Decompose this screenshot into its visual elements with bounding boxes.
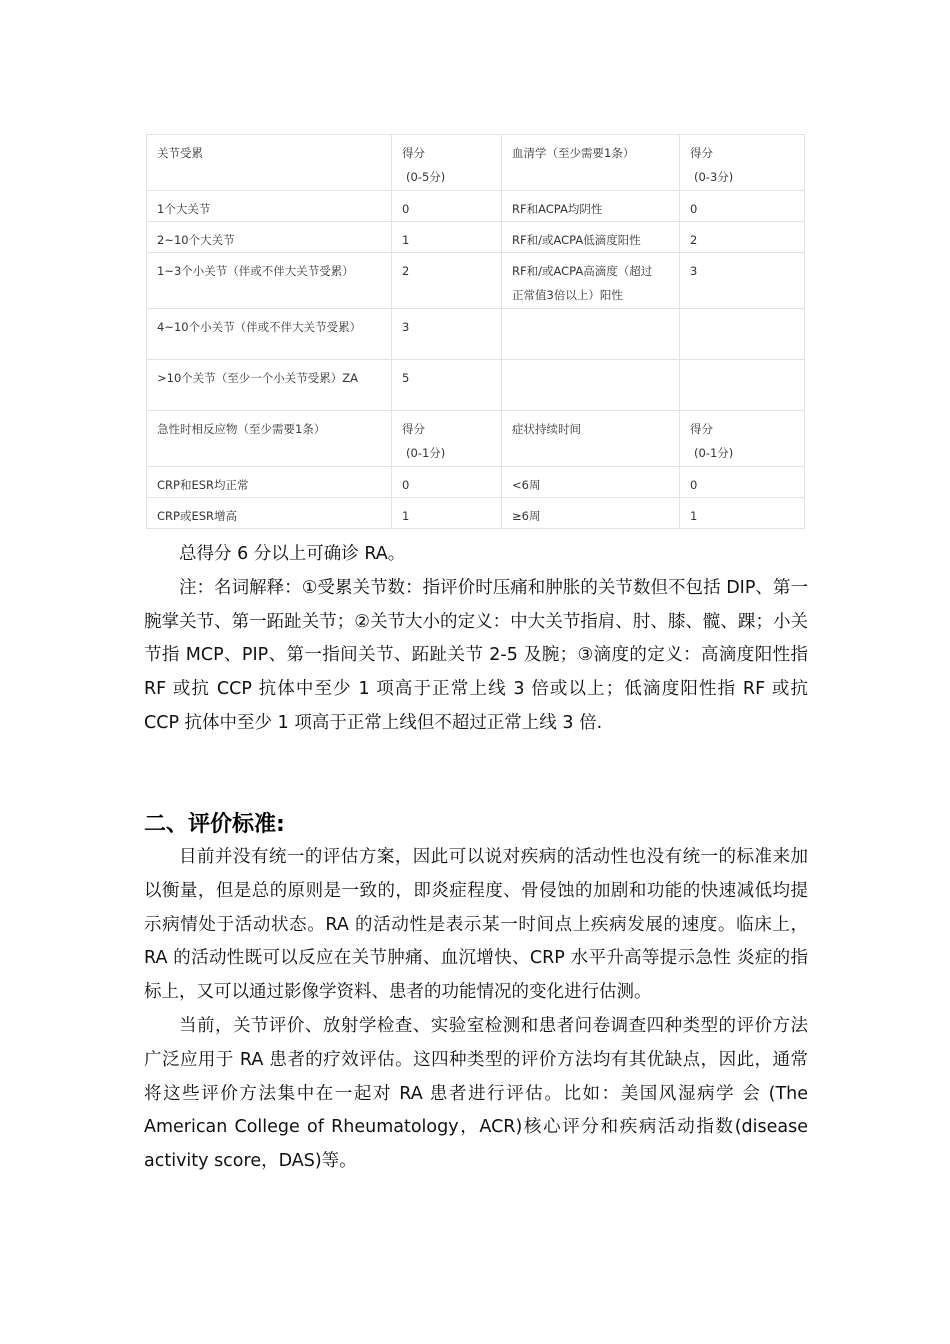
activity-paragraph: 目前并没有统一的评估方案，因此可以说对疾病的活动性也没有统一的标准来加以衡量，但是总的原则是一致的，即炎症程度、骨侵蚀的加剧和功能的快速减低均提示病情处于活动状态。RA 的活动性是表示某一时间点上疾病发展的速度。临床上，RA 的活动性既可以反应在关节肿痛、血沉增快、CRP 水平升高等提示急性 炎症的指标上，又可以通过影像学资料、患者的功能情况的变化进行估测。 [144,847,808,1003]
table-cell: 1 [680,498,805,529]
table-cell: 3 [680,253,805,309]
table-cell: 关节受累 [147,135,392,191]
definitions-paragraph: 注：名词解释：①受累关节数：指评价时压痛和肿胀的关节数但不包括 DIP、第一腕掌关节、第一跖趾关节；②关节大小的定义：中大关节指肩、肘、膝、髋、踝；小关节指 MCP、PIP、第一指间关节、跖趾关节 2-5 及腕；③滴度的定义：高滴度阳性指 RF 或抗 CCP 抗体中至少 1 项高于正常上线 3 倍或以上；低滴度阳性指 RF 或抗 CCP 抗体中至少 1 项高于正常上线但不超过正常上线 3 倍. [144,577,808,733]
table-cell: >10个关节（至少一个小关节受累）ZA [147,360,392,411]
table-cell: 2~10个大关节 [147,222,392,253]
table-cell: 0 [680,467,805,498]
table-cell: RF和/或ACPA低滴度阳性 [502,222,680,253]
table-row [147,360,805,411]
table-row [147,135,805,191]
methods-paragraph: 当前，关节评价、放射学检查、实验室检测和患者问卷调查四种类型的评价方法广泛应用于 RA 患者的疗效评估。这四种类型的评价方法均有其优缺点，因此，通常将这些评价方法集中在一起对 RA 患者进行评估。比如：美国风湿病学 会 (The American College of Rheumatology，ACR)核心评分和疾病活动指数(disease activity score，DAS)等。 [144,1015,808,1172]
table-cell: 1~3个小关节（伴或不伴大关节受累） [147,253,392,309]
table-cell [680,309,805,360]
table-cell: 得分 (0-3分) [680,135,805,191]
table-row [147,467,805,498]
table-cell: 5 [392,360,502,411]
table-cell: 急性时相反应物（至少需要1条） [147,411,392,467]
table-cell: 0 [680,191,805,222]
table-row [147,253,805,309]
table-cell: 2 [680,222,805,253]
table-cell: 症状持续时间 [502,411,680,467]
table-cell: 4~10个小关节（伴或不伴大关节受累） [147,309,392,360]
table-cell [502,309,680,360]
table-cell: CRP和ESR均正常 [147,467,392,498]
table-cell: 得分 (0-1分) [392,411,502,467]
table-row [147,498,805,529]
table-cell: CRP或ESR增高 [147,498,392,529]
notes-section [144,538,808,741]
ra-classification-criteria-table [146,134,805,529]
table-cell [680,360,805,411]
table-cell: 2 [392,253,502,309]
table-cell: RF和ACPA均阴性 [502,191,680,222]
table-row [147,309,805,360]
table-cell: 1 [392,498,502,529]
table-cell [502,360,680,411]
table-cell: 血清学（至少需要1条） [502,135,680,191]
table-cell: <6周 [502,467,680,498]
table-row [147,222,805,253]
evaluation-section [144,841,808,1179]
total-score-paragraph: 总得分 6 分以上可确诊 RA。 [179,544,406,564]
table-cell: 得分 (0-1分) [680,411,805,467]
section-heading: 二、评价标准: [144,812,285,837]
table-cell: ≥6周 [502,498,680,529]
table-cell: 0 [392,191,502,222]
table-cell: 1个大关节 [147,191,392,222]
table-cell: 1 [392,222,502,253]
table-cell: RF和/或ACPA高滴度（超过 正常值3倍以上）阳性 [502,253,680,309]
table-row [147,411,805,467]
table-row [147,191,805,222]
table-cell: 0 [392,467,502,498]
table-cell: 得分 (0-5分) [392,135,502,191]
table-cell: 3 [392,309,502,360]
